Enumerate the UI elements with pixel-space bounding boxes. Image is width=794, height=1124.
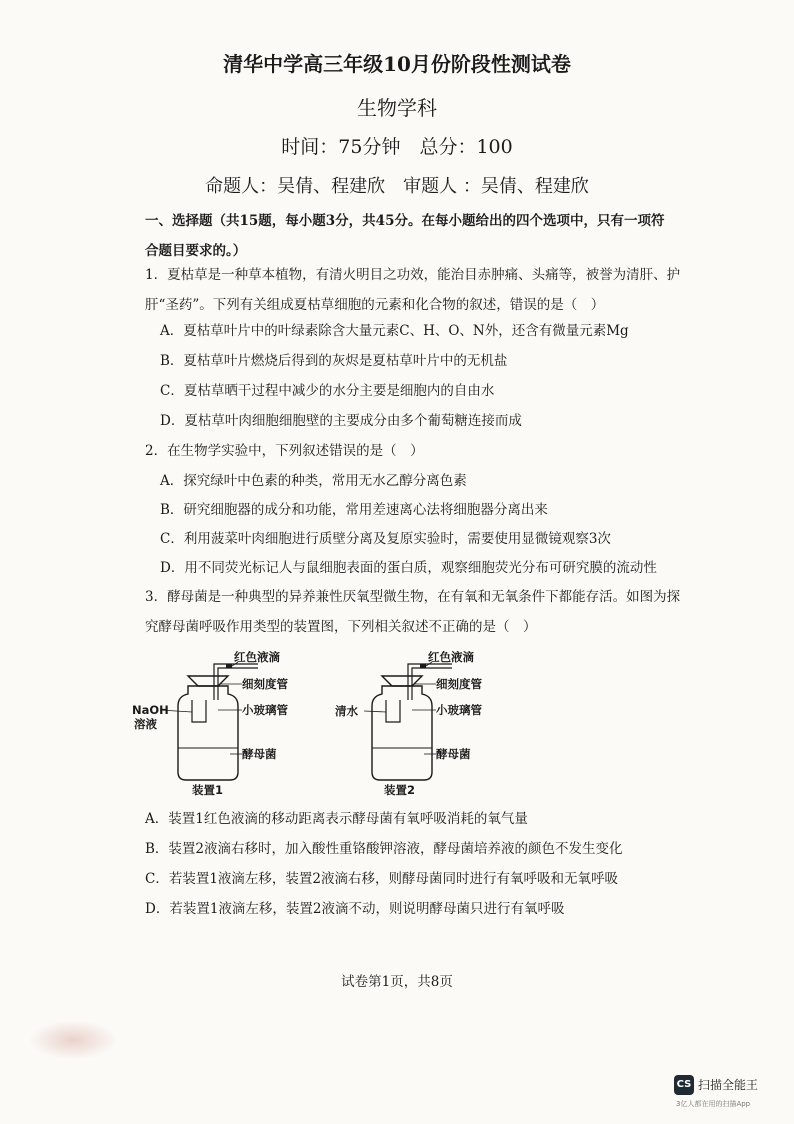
device-2-stopper (382, 676, 422, 686)
device-1-label-small-tube: 小玻璃管 (242, 703, 288, 717)
question-1-stem-line2: 肝“圣药”。下列有关组成夏枯草细胞的元素和化合物的叙述，错误的是（ ） (145, 297, 605, 313)
yeast-respiration-diagram (130, 648, 490, 798)
device-2-small-beaker (386, 700, 400, 722)
question-2-option-b: B．研究细胞器的成分和功能，常用差速离心法将细胞器分离出来 (160, 502, 548, 518)
device-1-stopper (188, 676, 228, 686)
device-1-caption: 装置1 (192, 783, 224, 797)
device-1-label-naoh: NaOH (132, 703, 169, 717)
subject-title: 生物学科 (357, 96, 437, 120)
device-1 (132, 650, 288, 797)
device-2-bottle (372, 686, 432, 780)
question-3-option-b: B．装置2液滴右移时，加入酸性重铬酸钾溶液，酵母菌培养液的颜色不发生变化 (145, 841, 623, 857)
device-1-label-yeast: 酵母菌 (242, 747, 277, 761)
watermark-slogan: 3亿人都在用的扫描App (676, 1100, 751, 1108)
device-2-label-water: 清水 (335, 704, 358, 718)
question-2-stem-line1: 2．在生物学实验中，下列叙述错误的是（ ） (145, 443, 424, 459)
device-2-label-small-tube: 小玻璃管 (436, 703, 482, 717)
question-2-option-a: A．探究绿叶中色素的种类，常用无水乙醇分离色素 (160, 473, 467, 489)
question-1-option-a: A．夏枯草叶片中的叶绿素除含大量元素C、H、O、N外，还含有微量元素Mg (160, 323, 629, 339)
authors-line: 命题人：吴倩、程建欣 审题人 ：吴倩、程建欣 (205, 176, 589, 197)
question-3-stem (145, 582, 685, 642)
section-heading-line2: 合题目要求的。） (145, 243, 247, 259)
device-2-caption: 装置2 (384, 783, 416, 797)
watermark-app-name: 扫描全能王 (698, 1078, 759, 1092)
question-1-stem-line1: 1．夏枯草是一种草本植物，有清火明目之功效，能治目赤肿痛、头痛等，被誉为清肝、护 (145, 267, 681, 283)
question-1-option-c: C．夏枯草晒干过程中减少的水分主要是细胞内的自由水 (160, 383, 495, 399)
camscanner-logo-icon: CS (674, 1075, 694, 1095)
device-1-small-beaker (192, 700, 206, 722)
paper-stain (28, 1020, 118, 1060)
device-2-red-drop (420, 664, 426, 668)
device-1-red-drop (226, 664, 232, 668)
question-2-option-c: C．利用菠菜叶肉细胞进行质壁分离及复原实验时，需要使用显微镜观察3次 (160, 531, 611, 547)
exam-title: 清华中学高三年级10月份阶段性测试卷 (223, 52, 571, 76)
question-3-stem-line2: 究酵母菌呼吸作用类型的装置图，下列相关叙述不正确的是（ ） (145, 619, 537, 635)
device-1-bottle (178, 686, 238, 780)
question-2-stem (145, 436, 685, 466)
question-3-option-c: C．若装置1液滴左移，装置2液滴右移，则酵母菌同时进行有氧呼吸和无氧呼吸 (145, 871, 619, 887)
question-1-option-b: B．夏枯草叶片燃烧后得到的灰烬是夏枯草叶片中的无机盐 (160, 353, 508, 369)
device-1-label-red-drop: 红色液滴 (234, 650, 280, 664)
page-footer: 试卷第1页，共8页 (341, 974, 453, 990)
question-2-option-d: D．用不同荧光标记人与鼠细胞表面的蛋白质，观察细胞荧光分布可研究膜的流动性 (160, 560, 657, 576)
question-1-stem (145, 260, 685, 320)
question-3-stem-line1: 3．酵母菌是一种典型的异养兼性厌氧型微生物，在有氧和无氧条件下都能存活。如图为探 (145, 589, 681, 605)
question-3-option-a: A．装置1红色液滴的移动距离表示酵母菌有氧呼吸消耗的氧气量 (145, 811, 528, 827)
section-heading (145, 206, 685, 266)
scanner-watermark (674, 1073, 774, 1113)
section-heading-line1: 一、选择题（共15题，每小题3分，共45分。在每小题给出的四个选项中，只有一项符 (145, 213, 665, 229)
time-and-score: 时间：75分钟 总分：100 (281, 136, 513, 158)
device-2-label-red-drop: 红色液滴 (428, 650, 474, 664)
device-2 (335, 650, 482, 797)
device-2-label-scale-tube: 细刻度管 (436, 677, 482, 691)
question-1-option-d: D．夏枯草叶肉细胞细胞壁的主要成分由多个葡萄糖连接而成 (160, 413, 522, 429)
device-1-label-scale-tube: 细刻度管 (242, 677, 288, 691)
question-3-option-d: D．若装置1液滴左移，装置2液滴不动，则说明酵母菌只进行有氧呼吸 (145, 901, 565, 917)
device-1-label-naoh-solution: 溶液 (134, 717, 157, 731)
device-2-label-yeast: 酵母菌 (436, 747, 471, 761)
